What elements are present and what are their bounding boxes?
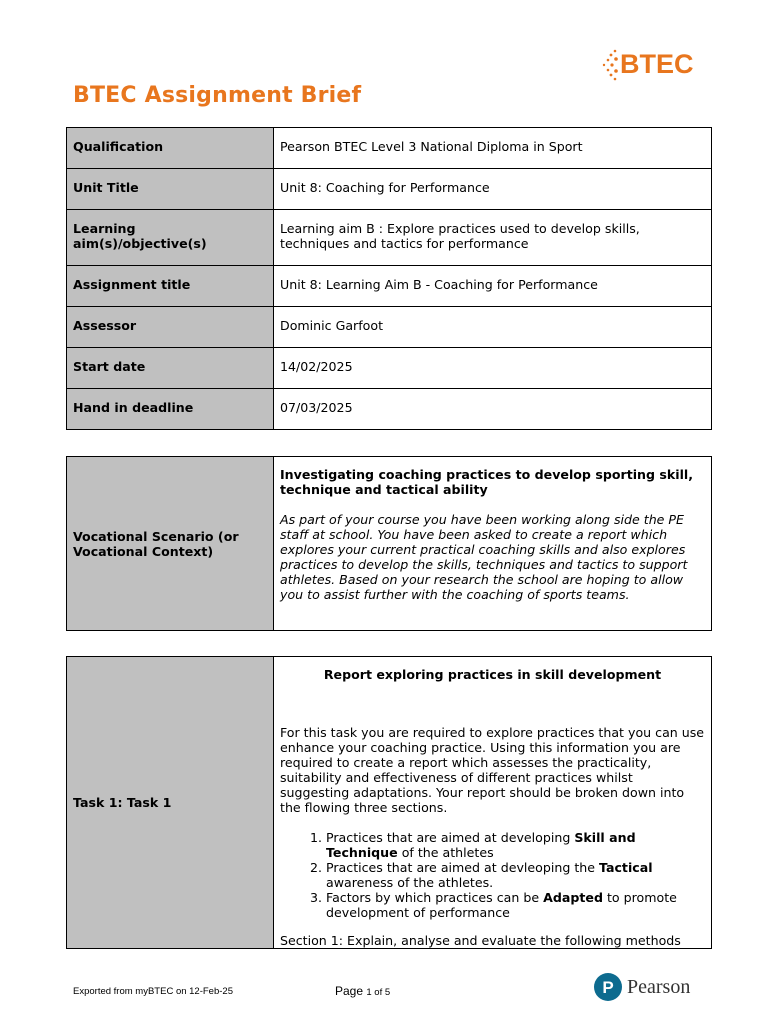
- pearson-logo: Pearson: [627, 976, 691, 998]
- btec-logo: BTEC: [620, 49, 694, 79]
- details-value: Pearson BTEC Level 3 National Diploma in Sport: [274, 128, 712, 169]
- scenario-heading: Investigating coaching practices to develop sporting skill, technique and tactical ability: [280, 467, 694, 497]
- scenario-text: As part of your course you have been working along side the PE staff at school. You have been asked to create a report which explores your current practical coaching skills and also explores practices to develop the skills, techniques and tactics to support athletes. Based on your research the school are hoping to allow you to assist further with the coaching of sports teams.: [280, 512, 688, 602]
- details-row-qualification: [67, 128, 712, 169]
- task-row: [67, 657, 712, 949]
- scenario-content: [274, 457, 712, 631]
- details-row-unit-title: [67, 169, 712, 210]
- section-line: Section 1: Explain, analyse and evaluate the following methods: [280, 933, 681, 948]
- export-note: Exported from myBTEC on 12-Feb-25: [73, 986, 233, 997]
- list-item-text: Factors by which practices can be: [326, 890, 544, 905]
- task-label: Task 1: Task 1: [67, 657, 274, 949]
- task-intro: For this task you are required to explore practices that you can use enhance your coaching practice. Using this information you are required to create a report which assesses the practicality, suitability and effectiveness of different practices whilst suggesting adaptations. Your report should be broken down into the flowing three sections.: [280, 725, 705, 815]
- list-item: [326, 860, 705, 890]
- details-label: Qualification: [67, 128, 274, 169]
- details-label: Assignment title: [67, 266, 274, 307]
- details-value: Unit 8: Learning Aim B - Coaching for Performance: [274, 266, 712, 307]
- list-item-bold: Adapted: [543, 890, 603, 905]
- details-row-assignment-title: [67, 266, 712, 307]
- task-list: [280, 830, 705, 920]
- details-table: [66, 127, 712, 430]
- task-table: [66, 656, 712, 949]
- list-item-text: to promote development of performance: [326, 890, 677, 920]
- list-item: [326, 830, 705, 860]
- details-label: Assessor: [67, 307, 274, 348]
- task-content: [274, 657, 712, 949]
- details-label: Start date: [67, 348, 274, 389]
- page-word: Page: [335, 984, 364, 998]
- list-item-text: Practices that are aimed at devleoping the: [326, 860, 599, 875]
- details-label: Hand in deadline: [67, 389, 274, 430]
- list-item-text: awareness of the athletes.: [326, 875, 494, 890]
- page-title: BTEC Assignment Brief: [73, 83, 362, 108]
- pearson-logo-initial: P: [602, 978, 614, 997]
- list-item-bold: Tactical: [599, 860, 653, 875]
- details-value: 07/03/2025: [274, 389, 712, 430]
- list-item: [326, 890, 705, 920]
- task-heading: Report exploring practices in skill development: [323, 667, 662, 682]
- scenario-row: [67, 457, 712, 631]
- list-item-text: Practices that are aimed at developing: [326, 830, 575, 845]
- details-label: Learning aim(s)/objective(s): [67, 210, 274, 266]
- details-row-assessor: [67, 307, 712, 348]
- details-row-learning-aim: [67, 210, 712, 266]
- details-value: Learning aim B : Explore practices used to develop skills, techniques and tactics for performance: [274, 210, 712, 266]
- scenario-table: [66, 456, 712, 631]
- list-item-text: of the athletes: [397, 845, 494, 860]
- page-of: 1 of 5: [366, 987, 391, 998]
- details-row-start-date: [67, 348, 712, 389]
- details-value: Dominic Garfoot: [274, 307, 712, 348]
- details-value: Unit 8: Coaching for Performance: [274, 169, 712, 210]
- list-item-bold: Skill and Technique: [326, 830, 636, 860]
- details-label: Unit Title: [67, 169, 274, 210]
- details-value: 14/02/2025: [274, 348, 712, 389]
- scenario-label: Vocational Scenario (or Vocational Context): [67, 457, 274, 631]
- details-row-deadline: [67, 389, 712, 430]
- page-number: [335, 984, 390, 998]
